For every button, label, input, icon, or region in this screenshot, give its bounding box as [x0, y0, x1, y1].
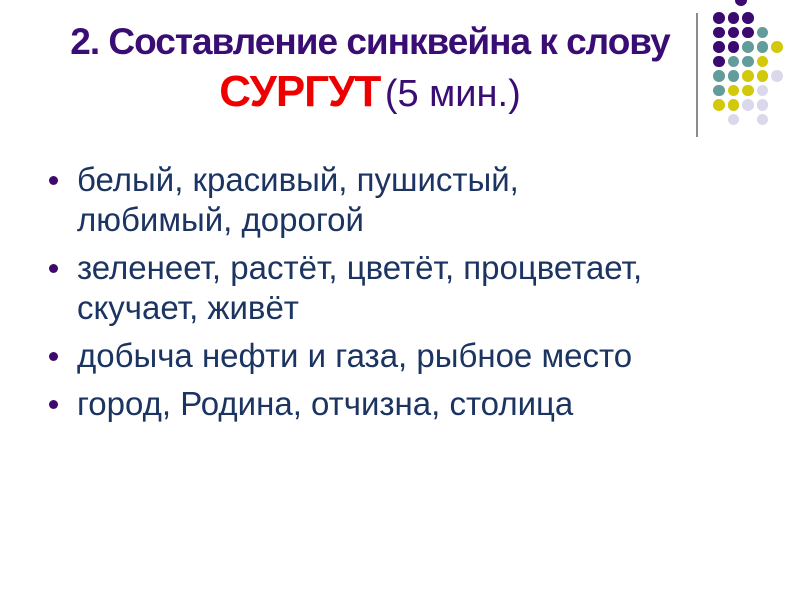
decor-dot	[728, 99, 740, 111]
decor-dot	[742, 41, 754, 53]
vertical-divider-line	[696, 13, 698, 137]
decor-dot	[742, 99, 754, 111]
bullet-marker-icon	[49, 264, 58, 273]
decor-dot	[757, 114, 769, 126]
bullet-text-3: добыча нефти и газа, рыбное место	[77, 337, 633, 374]
title-line-2	[40, 67, 700, 127]
bullet-marker-icon	[49, 176, 58, 185]
decor-dot	[713, 85, 725, 97]
title-keyword: СУРГУТ	[219, 67, 381, 116]
decor-dot	[757, 56, 769, 68]
bullet-item-1	[40, 160, 683, 240]
title-line-1: 2. Составление синквейна к слову	[70, 21, 670, 62]
decor-dot	[713, 56, 725, 68]
decor-dot	[728, 56, 740, 68]
decor-dot	[771, 70, 783, 82]
decor-dot	[713, 12, 725, 24]
decor-dot	[713, 27, 725, 39]
decor-dot	[757, 27, 769, 39]
bullet-marker-icon	[49, 352, 58, 361]
bullet-marker-icon	[49, 400, 58, 409]
title-duration: (5 мин.)	[384, 73, 521, 115]
decor-dot	[757, 99, 769, 111]
decor-dot	[728, 27, 740, 39]
decor-dot	[742, 70, 754, 82]
decor-dot	[728, 70, 740, 82]
decor-dot	[742, 85, 754, 97]
slide-title	[40, 20, 700, 127]
decor-dot	[757, 85, 769, 97]
bullet-text-4: город, Родина, отчизна, столица	[77, 385, 574, 422]
bullet-text-1: белый, красивый, пушистый, любимый, дорогой	[77, 161, 519, 238]
bullet-item-3	[40, 336, 683, 376]
decor-dot	[735, 0, 747, 6]
decor-dot	[757, 70, 769, 82]
decor-dot	[728, 85, 740, 97]
bullet-item-4	[40, 384, 683, 424]
decor-dot	[742, 27, 754, 39]
bullet-list	[40, 160, 683, 432]
decor-dot	[742, 56, 754, 68]
decor-dot	[757, 41, 769, 53]
bullet-text-2: зеленеет, растёт, цветёт, процветает, скучает, живёт	[77, 249, 643, 326]
decor-dot	[742, 12, 754, 24]
decor-dot	[771, 41, 783, 53]
decor-dot	[713, 99, 725, 111]
decor-dot	[728, 114, 740, 126]
decor-dot	[728, 12, 740, 24]
bullet-item-2	[40, 248, 683, 328]
decor-dot	[713, 41, 725, 53]
decor-dot	[728, 41, 740, 53]
decor-dot	[713, 70, 725, 82]
